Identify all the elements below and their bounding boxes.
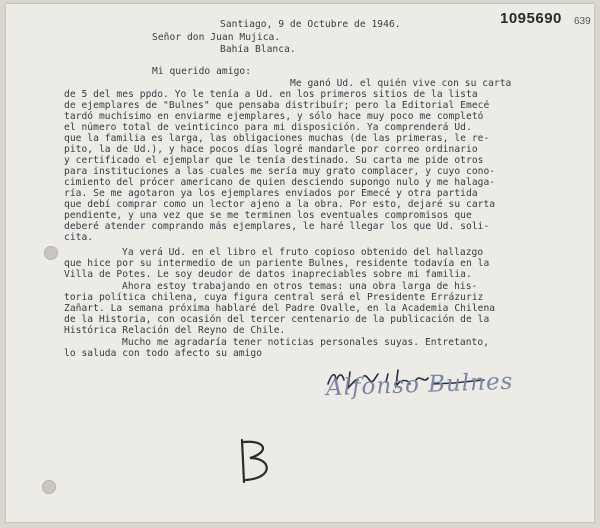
body-line: que hice por su intermedio de un pariente Bulnes, residente todavía en la <box>64 258 490 269</box>
letter-page <box>6 4 594 522</box>
closing: lo saluda con todo afecto su amigo <box>64 348 263 359</box>
body-line: de ejemplares de "Bulnes" que pensaba distribuír; pero la Editorial Emecé <box>64 100 490 111</box>
recipient-place: Bahía Blanca. <box>220 44 296 55</box>
body-line: el número total de veinticinco para mi disposición. Ya comprenderá Ud. <box>64 122 472 133</box>
body-line: Zañart. La semana próxima hablaré del Padre Ovalle, en la Academia Chilena <box>64 303 496 314</box>
typed-signature: Alfonso Bulnes <box>325 368 514 402</box>
body-line: cimiento del prócer americano de quien desciendo supongo nulo y me halaga- <box>64 177 496 188</box>
body-line: Histórica Relación del Reyno de Chile. <box>64 325 286 336</box>
body-line: tardó muchísimo en enviarme ejemplares, y sólo hace muy poco me completó <box>64 111 484 122</box>
archive-number: 1095690 <box>500 10 562 27</box>
body-line: Ahora estoy trabajando en otros temas: una obra larga de his- <box>122 281 478 292</box>
body-line: pendiente, y una vez que se me terminen los eventuales compromisos que <box>64 210 472 221</box>
punch-hole <box>44 246 58 260</box>
body-line: y certificado el ejemplar que le tenía destinado. Su carta me pide otros <box>64 155 484 166</box>
salutation: Mi querido amigo: <box>152 66 252 77</box>
punch-hole <box>42 480 56 494</box>
body-line: toria política chilena, cuya figura central será el Presidente Errázuriz <box>64 292 484 303</box>
body-line: pito, la de Ud.), y hace pocos días logré mandarle por correo ordinario <box>64 144 478 155</box>
body-line: Me ganó Ud. el quién vive con su carta <box>290 78 512 89</box>
body-line: Mucho me agradaría tener noticias personales suyas. Entretanto, <box>122 337 490 348</box>
body-line: Villa de Potes. Le soy deudor de datos inapreciables sobre mi familia. <box>64 269 472 280</box>
recipient-name: Señor don Juan Mujica. <box>152 32 281 43</box>
body-line: de la Historia, con ocasión del tercer centenario de la publicación de la <box>64 314 490 325</box>
body-line: que la familia es larga, las obligaciones muchas (de las primeras, le re- <box>64 133 490 144</box>
body-line: para instituciones a las cuales me sería muy grato complacer, y cuyo cono- <box>64 166 496 177</box>
pencil-initial-mark <box>236 436 280 486</box>
body-line: de 5 del mes ppdo. Yo le tenía a Ud. en los primeros sitios de la lista <box>64 89 478 100</box>
body-line: deberé atender comprando más ejemplares, le haré llegar los que Ud. soli- <box>64 221 490 232</box>
body-line: cita. <box>64 232 94 243</box>
body-line: que debí comprar como un lector ajeno a la obra. Por esto, dejaré su carta <box>64 199 496 210</box>
letter-date: Santiago, 9 de Octubre de 1946. <box>220 19 401 30</box>
body-line: ría. Se me agotaron ya los ejemplares enviados por Emecé y otra partida <box>64 188 478 199</box>
body-line: Ya verá Ud. en el libro el fruto copioso obtenido del hallazgo <box>122 247 484 258</box>
folio-number: 639 <box>574 16 591 27</box>
